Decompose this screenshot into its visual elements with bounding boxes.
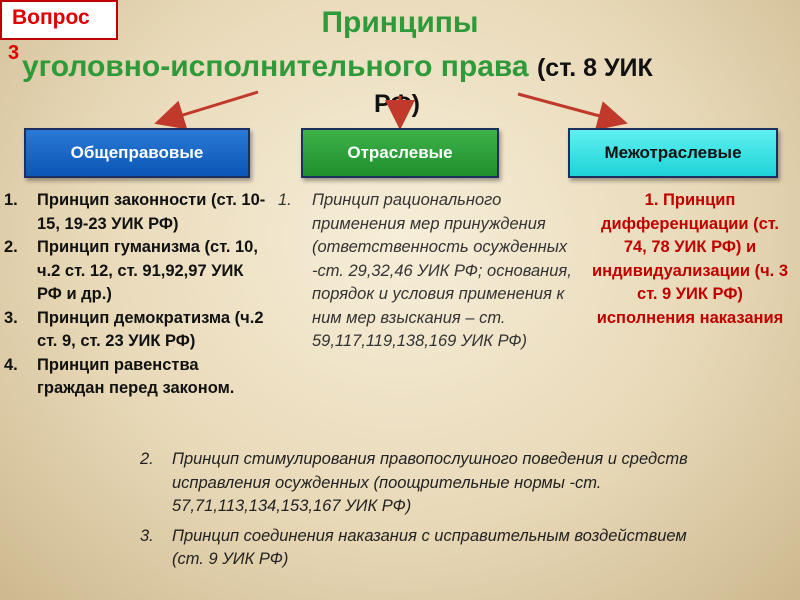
list-item — [4, 189, 266, 236]
item-text: Принцип рационального применения мер принуждения (ответственность осужденных -ст. 29,32,46 УИК РФ; основания, порядок и условия применения к ним мер взыскания – ст. 59,117,119,138,169 УИК РФ) — [312, 191, 572, 350]
item-text: Принцип законности (ст. 10-15, 19-23 УИК РФ) — [37, 191, 266, 233]
list-item — [4, 236, 266, 307]
item-number: 2. — [140, 450, 154, 468]
general-principles-list — [4, 189, 266, 401]
branch-principles-continued — [140, 448, 700, 578]
item-number: 3. — [140, 526, 154, 545]
arrow-right — [518, 94, 622, 122]
inter-principle: 1. Принцип дифференциации (ст. 74, 78 УИК РФ) и индивидуализации (ч. 3 ст. 9 УИК РФ) исполнения наказания — [591, 191, 789, 327]
item-text: Принцип соединения наказания с исправительным воздействием (ст. 9 УИК РФ) — [172, 526, 687, 568]
item-text: Принцип стимулирования правопослушного поведения и средств исправления осужденных (поощрительные нормы -ст. 57,71,113,134,153,167 УИК РФ) — [172, 450, 688, 515]
category-general: Общеправовые — [24, 128, 250, 178]
article-ref: (ст. 8 УИК — [536, 54, 653, 82]
item-text: Принцип равенства граждан перед законом. — [37, 355, 235, 397]
question-number: 3 — [8, 42, 20, 64]
list-item — [4, 307, 266, 354]
list-item — [4, 354, 266, 401]
list-item — [140, 448, 700, 519]
arrow-left — [160, 92, 258, 122]
category-inter: Межотраслевые — [568, 128, 778, 178]
category-branch: Отраслевые — [301, 128, 499, 178]
item-text: Принцип демократизма (ч.2 ст. 9, ст. 23 УИК РФ) — [37, 308, 264, 350]
item-number: 3. — [4, 308, 18, 327]
list-item — [140, 525, 700, 572]
item-number: 1. — [278, 191, 292, 209]
page-title: Принципы — [321, 6, 479, 39]
question-label: Вопрос — [12, 6, 90, 29]
hierarchy-arrows — [0, 0, 800, 130]
item-text: Принцип гуманизма (ст. 10, ч.2 ст. 12, ст. 91,92,97 УИК РФ и др.) — [37, 238, 258, 303]
item-number: 2. — [4, 238, 18, 256]
item-number: 1. — [4, 191, 18, 209]
item-number: 4. — [4, 355, 18, 374]
subtitle-text: уголовно-исполнительного права — [22, 50, 529, 83]
article-ref-tail: РФ) — [374, 90, 421, 118]
list-item — [278, 189, 578, 354]
branch-principles-list — [278, 189, 578, 354]
